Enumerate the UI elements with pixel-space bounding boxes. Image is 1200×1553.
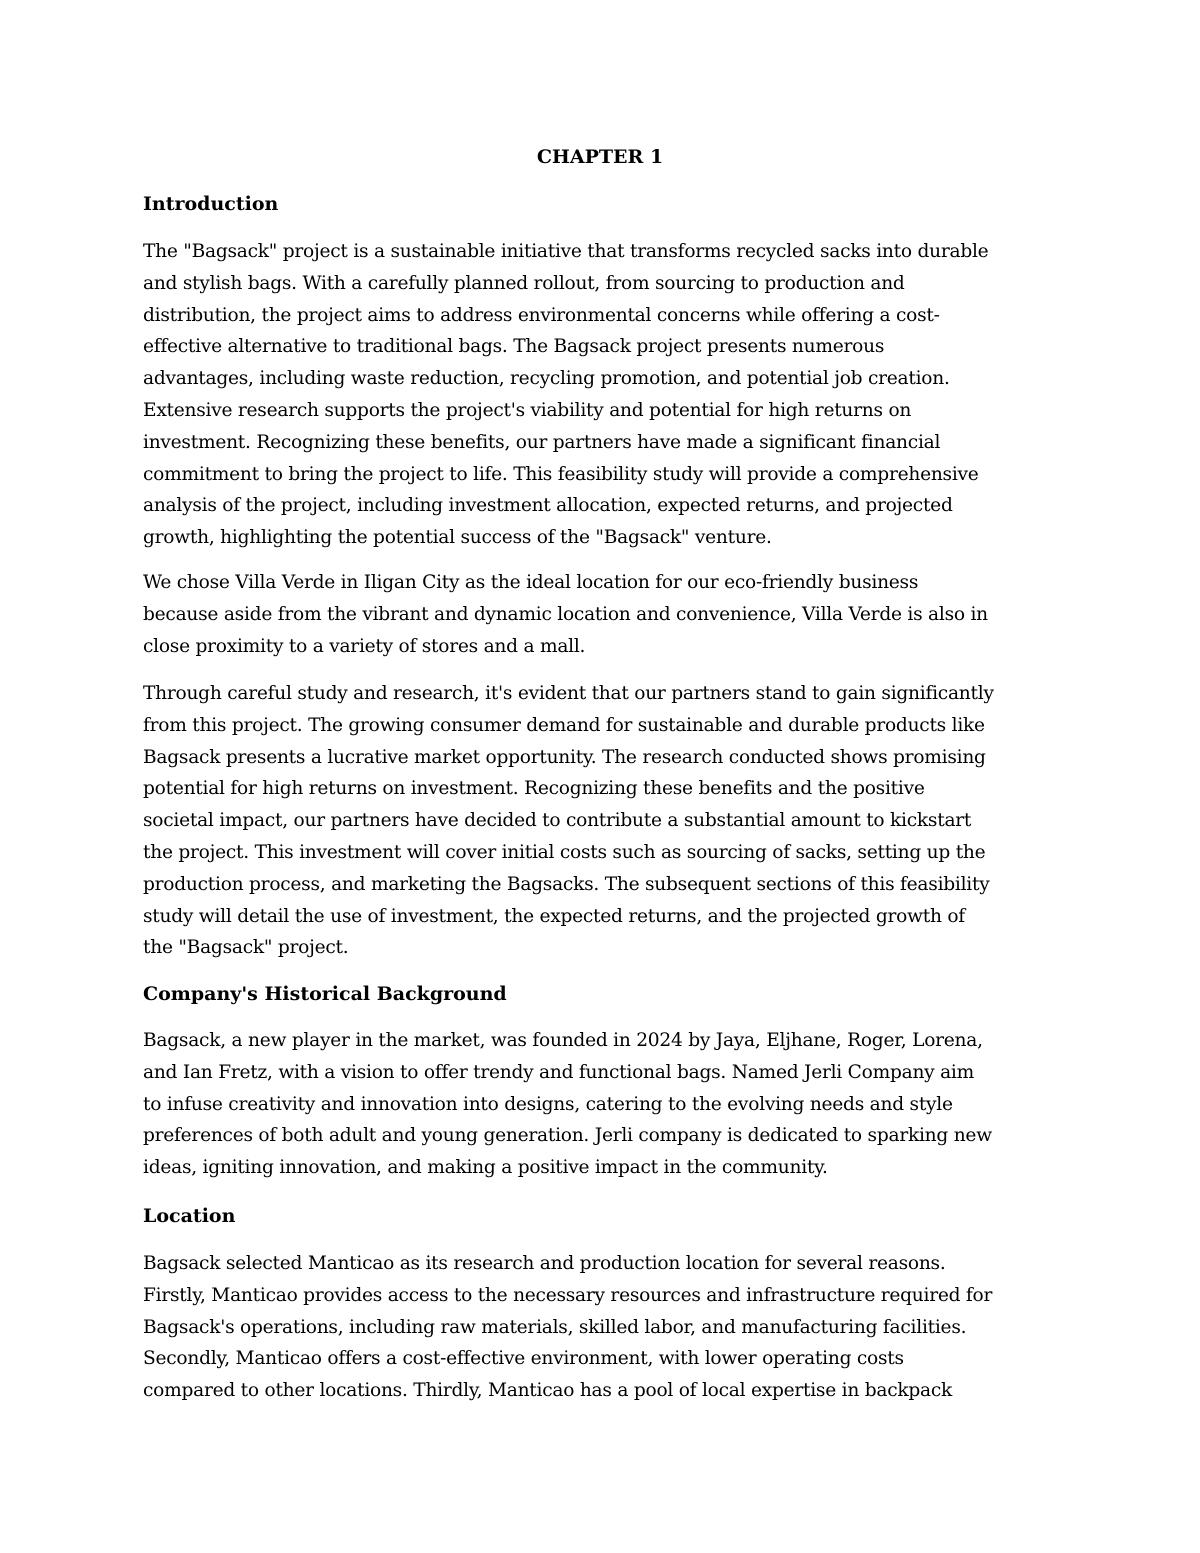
section-heading-introduction: Introduction xyxy=(143,193,279,215)
text-line: because aside from the vibrant and dynamic location and convenience, Villa Verde is also in xyxy=(143,603,988,625)
text-line: compared to other locations. Thirdly, Manticao has a pool of local expertise in backpack xyxy=(143,1380,953,1402)
text-line: and stylish bags. With a carefully planned rollout, from sourcing to production and xyxy=(143,272,905,294)
text-line: Extensive research supports the project's viability and potential for high returns on xyxy=(143,399,912,421)
text-line: ideas, igniting innovation, and making a positive impact in the community. xyxy=(143,1157,828,1179)
text-line: Bagsack, a new player in the market, was founded in 2024 by Jaya, Eljhane, Roger, Lorena, xyxy=(143,1030,983,1051)
intro-paragraph-2 xyxy=(143,567,1063,662)
text-line: advantages, including waste reduction, recycling promotion, and potential job creation. xyxy=(143,368,950,390)
text-line: growth, highlighting the potential success of the "Bagsack" venture. xyxy=(143,527,772,549)
text-line: preferences of both adult and young generation. Jerli company is dedicated to sparking new xyxy=(143,1125,992,1147)
text-line: Through careful study and research, it's evident that our partners stand to gain significantly xyxy=(143,683,994,704)
text-line: and Ian Fretz, with a vision to offer trendy and functional bags. Named Jerli Company aim xyxy=(143,1061,975,1083)
text-line: Bagsack's operations, including raw materials, skilled labor, and manufacturing facilities. xyxy=(143,1316,967,1338)
text-line: The "Bagsack" project is a sustainable initiative that transforms recycled sacks into durable xyxy=(143,241,989,262)
chapter-title: CHAPTER 1 xyxy=(536,146,664,168)
text-line: distribution, the project aims to address environmental concerns while offering a cost- xyxy=(143,304,940,326)
section-heading-historical-background: Company's Historical Background xyxy=(143,983,507,1005)
intro-paragraph-1 xyxy=(143,236,1063,554)
text-line: investment. Recognizing these benefits, our partners have made a significant financial xyxy=(143,431,941,453)
text-line: societal impact, our partners have decided to contribute a substantial amount to kickstart xyxy=(143,810,972,832)
text-line: We chose Villa Verde in Iligan City as the ideal location for our eco-friendly business xyxy=(143,572,919,593)
location-paragraph xyxy=(143,1248,1063,1407)
text-line: to infuse creativity and innovation into designs, catering to the evolving needs and style xyxy=(143,1093,953,1115)
text-line: effective alternative to traditional bags. The Bagsack project presents numerous xyxy=(143,336,885,358)
text-line: from this project. The growing consumer demand for sustainable and durable products like xyxy=(143,714,985,736)
text-line: analysis of the project, including investment allocation, expected returns, and projected xyxy=(143,495,953,517)
text-line: Bagsack selected Manticao as its research and production location for several reasons. xyxy=(143,1253,946,1274)
background-paragraph xyxy=(143,1025,1063,1184)
section-heading-location: Location xyxy=(143,1205,236,1227)
text-line: production process, and marketing the Bagsacks. The subsequent sections of this feasibility xyxy=(143,873,990,895)
text-line: Bagsack presents a lucrative market opportunity. The research conducted shows promising xyxy=(143,746,986,768)
text-line: potential for high returns on investment. Recognizing these benefits and the positive xyxy=(143,778,925,800)
text-line: the "Bagsack" project. xyxy=(143,937,349,959)
text-line: Firstly, Manticao provides access to the necessary resources and infrastructure required for xyxy=(143,1284,993,1306)
text-line: Secondly, Manticao offers a cost-effective environment, with lower operating costs xyxy=(143,1348,904,1370)
text-line: the project. This investment will cover initial costs such as sourcing of sacks, setting up the xyxy=(143,841,986,863)
intro-paragraph-3 xyxy=(143,678,1063,964)
text-line: close proximity to a variety of stores and a mall. xyxy=(143,635,586,657)
text-line: commitment to bring the project to life. This feasibility study will provide a comprehensive xyxy=(143,463,979,485)
text-line: study will detail the use of investment, the expected returns, and the projected growth of xyxy=(143,905,965,927)
